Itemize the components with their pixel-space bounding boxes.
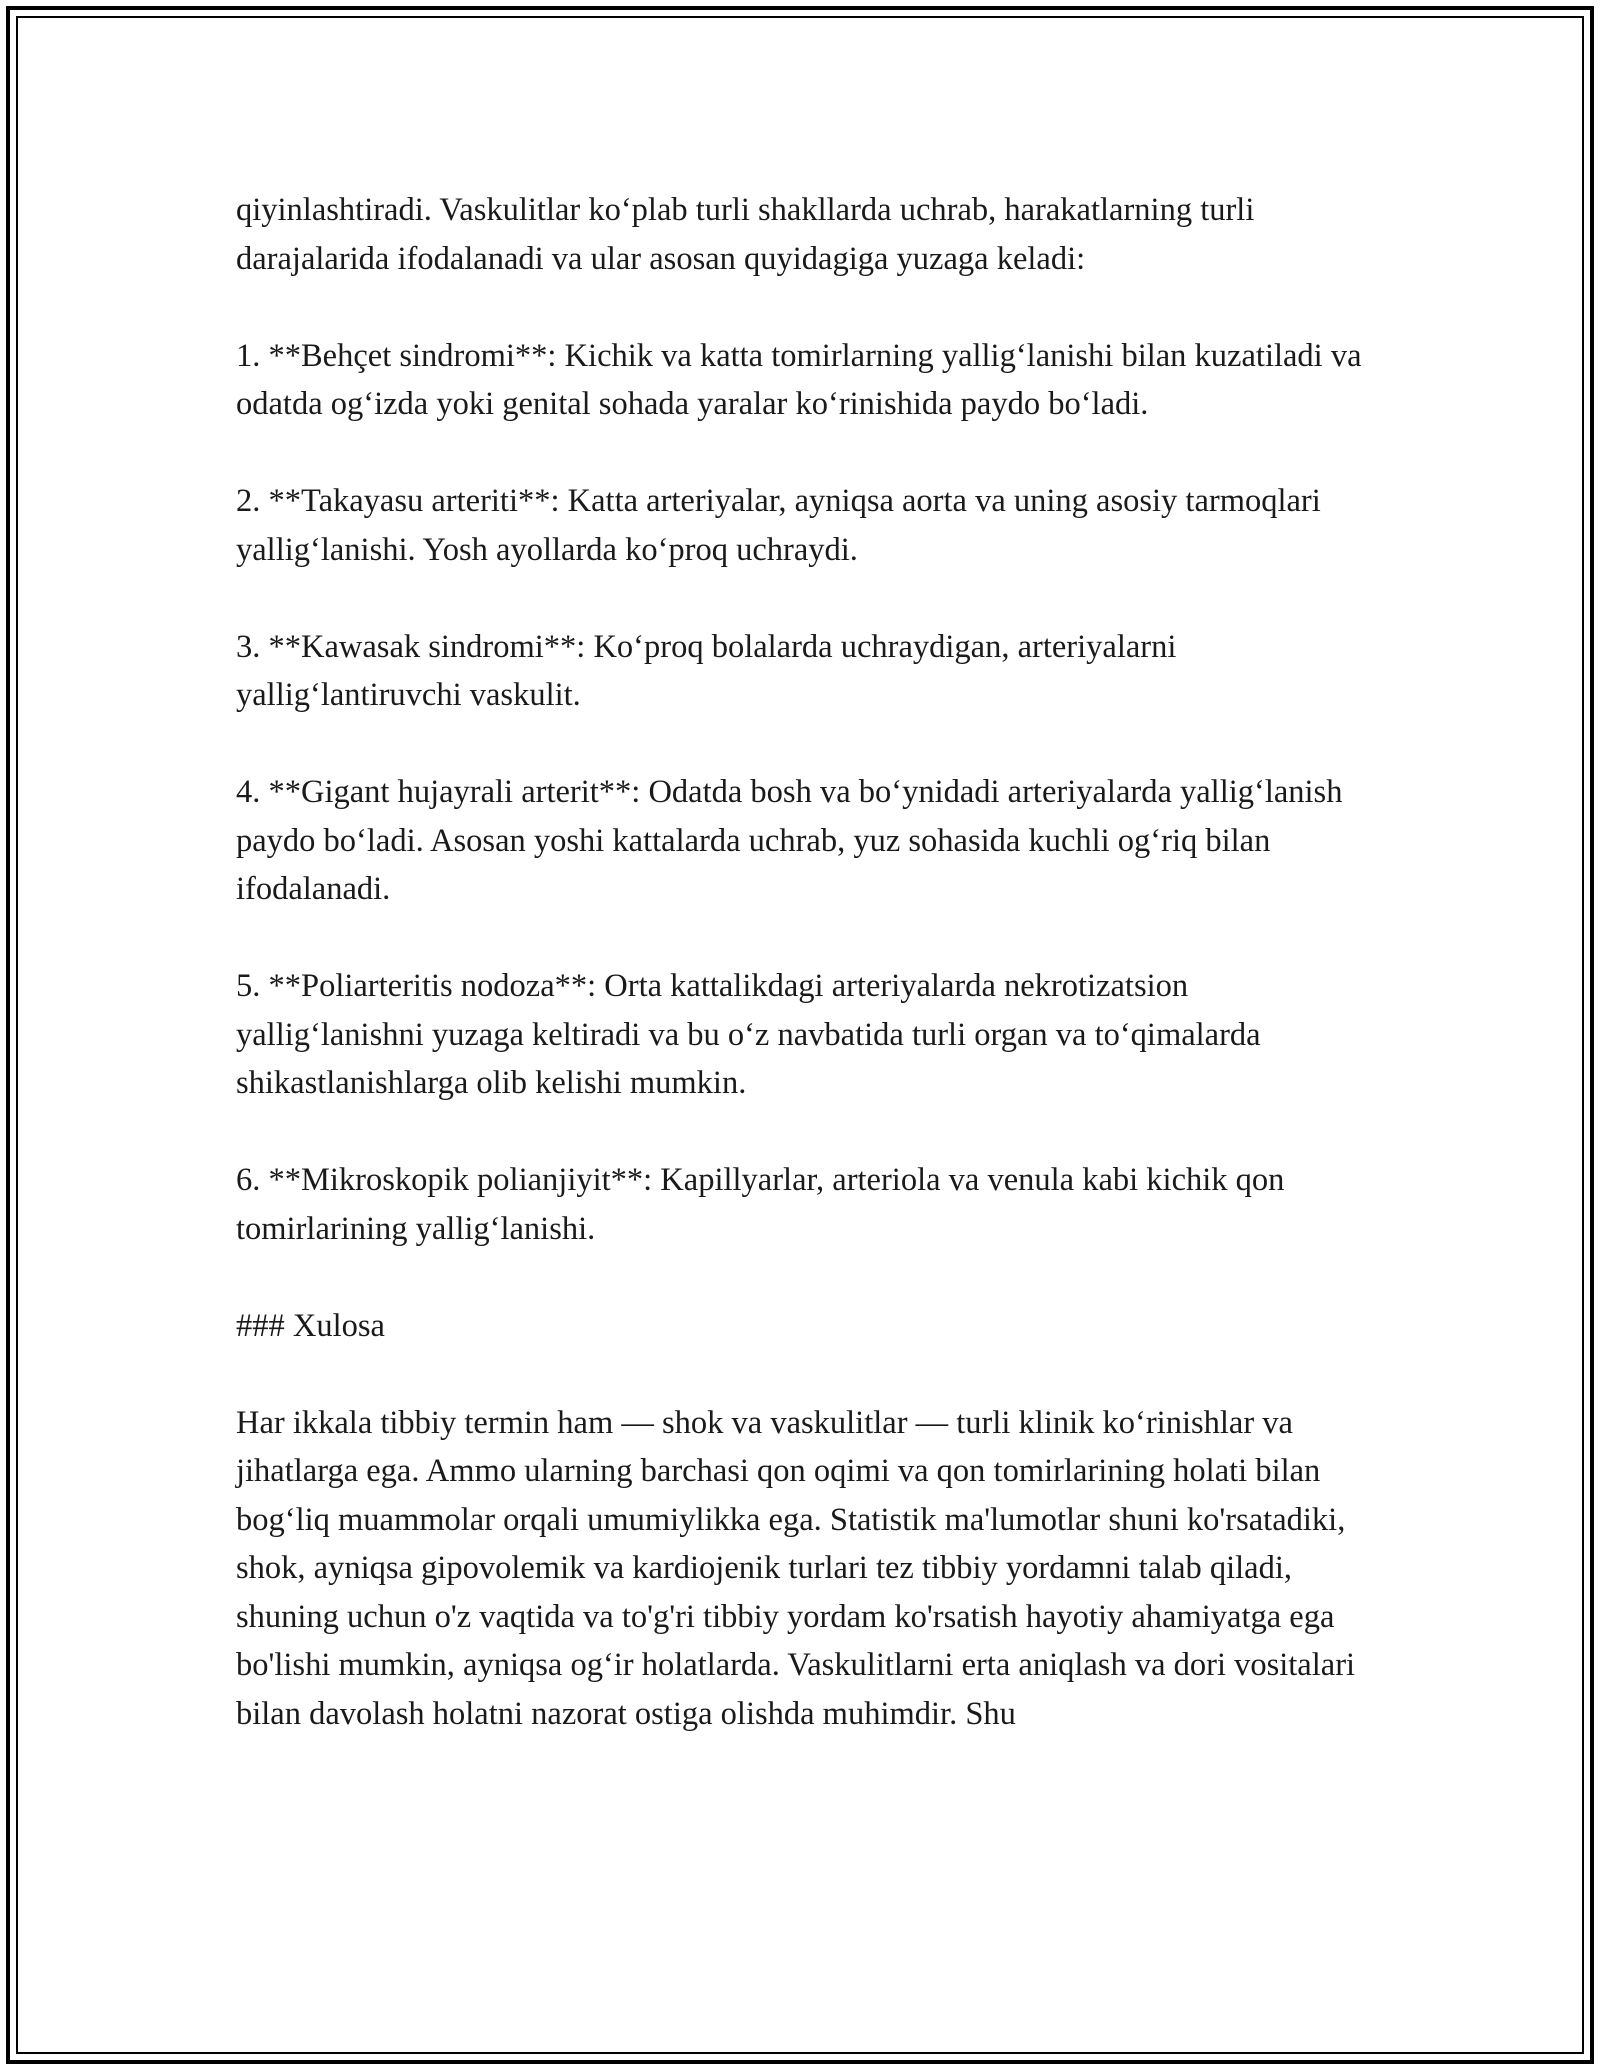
list-item-behcet: 1. **Behçet sindromi**: Kichik va katta tomirlarning yallig‘lanishi bilan kuzatiladi va odatda og‘izda yoki genital sohada yaralar ko‘rinishida paydo bo‘ladi. bbox=[236, 337, 1362, 422]
list-item-mikroskopik: 6. **Mikroskopik polianjiyit**: Kapillyarlar, arteriola va venula kabi kichik qon tomirlarining yallig‘lanishi. bbox=[236, 1162, 1285, 1247]
section-heading-xulosa: ### Xulosa bbox=[236, 1307, 385, 1344]
paragraph-conclusion: Har ikkala tibbiy termin ham — shok va vaskulitlar — turli klinik ko‘rinishlar va jihatlarga ega. Ammo ularning barchasi qon oqimi va qon tomirlarining holati bilan bog‘liq muammolar orqali umumiylikka ega. Statistik ma'lumotlar shuni ko'rsatadiki, shok, ayniqsa gipovolemik va kardiojenik turlari tez tibbiy yordamni talab qiladi, shuning uchun o'z vaqtida va to'g'ri tibbiy yordam ko'rsatish hayotiy ahamiyatga ega bo'lishi mumkin, ayniqsa og‘ir holatlarda. Vaskulitlarni erta aniqlash va dori vositalari bilan davolash holatni nazorat ostiga olishda muhimdir. Shu bbox=[236, 1404, 1356, 1732]
paragraph-intro: qiyinlashtiradi. Vaskulitlar ko‘plab turli shakllarda uchrab, harakatlarning turli darajalarida ifodalanadi va ular asosan quyidagiga yuzaga keladi: bbox=[236, 192, 1255, 277]
list-item-kawasak: 3. **Kawasak sindromi**: Ko‘proq bolalarda uchraydigan, arteriyalarni yallig‘lantiruvchi vaskulit. bbox=[236, 628, 1177, 713]
document-body bbox=[236, 186, 1376, 1738]
list-item-takayasu: 2. **Takayasu arteriti**: Katta arteriyalar, ayniqsa aorta va uning asosiy tarmoqlari yallig‘lanishi. Yosh ayollarda ko‘proq uchraydi. bbox=[236, 483, 1321, 568]
list-item-gigant: 4. **Gigant hujayrali arterit**: Odatda bosh va bo‘ynidadi arteriyalarda yallig‘lanish paydo bo‘ladi. Asosan yoshi kattalarda uchrab, yuz sohasida kuchli og‘riq bilan ifodalanadi. bbox=[236, 774, 1343, 907]
list-item-poliarteritis: 5. **Poliarteritis nodoza**: Orta kattalikdagi arteriyalarda nekrotizatsion yallig‘lanishni yuzaga keltiradi va bu o‘z navbatida turli organ va to‘qimalarda shikastlanishlarga olib kelishi mumkin. bbox=[236, 968, 1261, 1101]
